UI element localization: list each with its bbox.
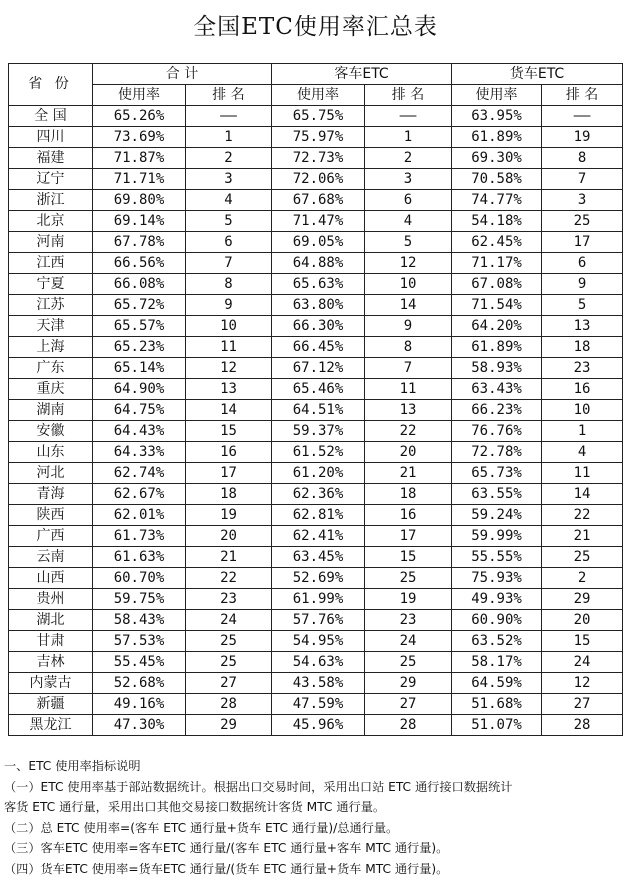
table-row (9, 505, 623, 526)
cell-passenger-rate: 72.06% (272, 169, 365, 190)
cell-province: 河北 (9, 463, 93, 484)
cell-passenger-rank: 23 (365, 610, 452, 631)
cell-truck-rate: 58.17% (452, 652, 542, 673)
cell-total-rate: 64.90% (93, 379, 186, 400)
cell-passenger-rate: 64.51% (272, 400, 365, 421)
cell-passenger-rate: 57.76% (272, 610, 365, 631)
cell-total-rate: 61.63% (93, 547, 186, 568)
cell-passenger-rank: 16 (365, 505, 452, 526)
cell-passenger-rate: 72.73% (272, 148, 365, 169)
table-row (9, 610, 623, 631)
header-group-truck: 货车ETC (452, 64, 623, 85)
cell-truck-rate: 63.95% (452, 106, 542, 127)
cell-truck-rate: 72.78% (452, 442, 542, 463)
cell-passenger-rank: 7 (365, 358, 452, 379)
cell-total-rank: 8 (186, 274, 272, 295)
header-passenger-rank: 排 名 (365, 85, 452, 106)
cell-province: 山西 (9, 568, 93, 589)
cell-truck-rate: 64.59% (452, 673, 542, 694)
cell-total-rank: 12 (186, 358, 272, 379)
cell-truck-rank: 13 (542, 316, 623, 337)
header-province: 省 份 (9, 64, 93, 106)
cell-total-rank: 11 (186, 337, 272, 358)
cell-passenger-rank: 3 (365, 169, 452, 190)
table-row (9, 526, 623, 547)
cell-passenger-rate: 66.30% (272, 316, 365, 337)
cell-province: 云南 (9, 547, 93, 568)
cell-passenger-rank: 6 (365, 190, 452, 211)
table-row (9, 169, 623, 190)
cell-truck-rate: 60.90% (452, 610, 542, 631)
cell-truck-rate: 54.18% (452, 211, 542, 232)
cell-truck-rate: 70.58% (452, 169, 542, 190)
cell-total-rank: 1 (186, 127, 272, 148)
table-row (9, 337, 623, 358)
header-total-rate: 使用率 (93, 85, 186, 106)
cell-province: 广东 (9, 358, 93, 379)
header-group-passenger: 客车ETC (272, 64, 452, 85)
cell-truck-rate: 58.93% (452, 358, 542, 379)
cell-total-rank: 17 (186, 463, 272, 484)
cell-total-rank: 22 (186, 568, 272, 589)
cell-total-rate: 66.08% (93, 274, 186, 295)
cell-passenger-rank: 25 (365, 568, 452, 589)
cell-truck-rank: 16 (542, 379, 623, 400)
cell-passenger-rate: 47.59% (272, 694, 365, 715)
cell-total-rank: 7 (186, 253, 272, 274)
header-total-rank: 排 名 (186, 85, 272, 106)
table-row (9, 127, 623, 148)
cell-truck-rate: 62.45% (452, 232, 542, 253)
cell-total-rate: 71.71% (93, 169, 186, 190)
table-row (9, 568, 623, 589)
table-row (9, 589, 623, 610)
cell-passenger-rank: 22 (365, 421, 452, 442)
cell-truck-rate: 49.93% (452, 589, 542, 610)
cell-total-rate: 64.43% (93, 421, 186, 442)
cell-passenger-rank: 15 (365, 547, 452, 568)
cell-passenger-rank: 27 (365, 694, 452, 715)
table-row (9, 253, 623, 274)
cell-province: 河南 (9, 232, 93, 253)
cell-truck-rate: 66.23% (452, 400, 542, 421)
cell-passenger-rank: 10 (365, 274, 452, 295)
cell-truck-rank: 6 (542, 253, 623, 274)
table-row (9, 652, 623, 673)
cell-truck-rank: 28 (542, 715, 623, 736)
header-truck-rank: 排 名 (542, 85, 623, 106)
cell-province: 陕西 (9, 505, 93, 526)
table-row (9, 379, 623, 400)
cell-total-rate: 57.53% (93, 631, 186, 652)
cell-total-rate: 60.70% (93, 568, 186, 589)
cell-truck-rank: 27 (542, 694, 623, 715)
note-line: 客货 ETC 通行量，采用出口其他交易接口数据统计客货 MTC 通行量。 (4, 800, 386, 814)
cell-truck-rank: 3 (542, 190, 623, 211)
cell-truck-rate: 71.54% (452, 295, 542, 316)
cell-truck-rank: 4 (542, 442, 623, 463)
table-row (9, 316, 623, 337)
cell-passenger-rate: 69.05% (272, 232, 365, 253)
cell-province: 宁夏 (9, 274, 93, 295)
table-row (9, 190, 623, 211)
note-line: 一、ETC 使用率指标说明 (4, 759, 141, 773)
table-row (9, 148, 623, 169)
cell-total-rank: —— (186, 106, 272, 127)
table-row (9, 673, 623, 694)
cell-province: 四川 (9, 127, 93, 148)
cell-truck-rank: 8 (542, 148, 623, 169)
cell-province: 山东 (9, 442, 93, 463)
cell-passenger-rank: 14 (365, 295, 452, 316)
cell-passenger-rank: 17 (365, 526, 452, 547)
cell-province: 上海 (9, 337, 93, 358)
cell-passenger-rate: 67.68% (272, 190, 365, 211)
cell-passenger-rank: 18 (365, 484, 452, 505)
cell-province: 甘肃 (9, 631, 93, 652)
cell-truck-rank: 15 (542, 631, 623, 652)
cell-total-rate: 69.14% (93, 211, 186, 232)
cell-truck-rate: 69.30% (452, 148, 542, 169)
cell-total-rate: 65.72% (93, 295, 186, 316)
cell-total-rate: 59.75% (93, 589, 186, 610)
table-row (9, 400, 623, 421)
cell-passenger-rank: 29 (365, 673, 452, 694)
cell-total-rank: 21 (186, 547, 272, 568)
cell-province: 天津 (9, 316, 93, 337)
cell-total-rate: 71.87% (93, 148, 186, 169)
table-row (9, 274, 623, 295)
cell-province: 江西 (9, 253, 93, 274)
cell-truck-rank: 20 (542, 610, 623, 631)
cell-truck-rank: 11 (542, 463, 623, 484)
cell-truck-rank: 18 (542, 337, 623, 358)
cell-total-rate: 64.33% (93, 442, 186, 463)
cell-truck-rate: 74.77% (452, 190, 542, 211)
header-passenger-rate: 使用率 (272, 85, 365, 106)
cell-total-rate: 73.69% (93, 127, 186, 148)
cell-truck-rank: 10 (542, 400, 623, 421)
cell-total-rank: 25 (186, 631, 272, 652)
cell-total-rank: 28 (186, 694, 272, 715)
cell-total-rank: 13 (186, 379, 272, 400)
cell-total-rank: 18 (186, 484, 272, 505)
cell-province: 全 国 (9, 106, 93, 127)
cell-province: 内蒙古 (9, 673, 93, 694)
cell-truck-rank: 12 (542, 673, 623, 694)
cell-passenger-rate: 65.46% (272, 379, 365, 400)
cell-province: 辽宁 (9, 169, 93, 190)
etc-usage-table (8, 63, 623, 736)
cell-total-rate: 64.75% (93, 400, 186, 421)
cell-truck-rank: 22 (542, 505, 623, 526)
cell-truck-rank: 25 (542, 547, 623, 568)
note-line: （一）ETC 使用率基于部站数据统计。根据出口交易时间，采用出口站 ETC 通行接口数据统计 (4, 779, 513, 794)
cell-passenger-rate: 66.45% (272, 337, 365, 358)
cell-total-rate: 65.23% (93, 337, 186, 358)
cell-truck-rate: 59.99% (452, 526, 542, 547)
table-row (9, 547, 623, 568)
cell-total-rank: 25 (186, 652, 272, 673)
cell-total-rank: 14 (186, 400, 272, 421)
cell-truck-rate: 76.76% (452, 421, 542, 442)
cell-truck-rank: 24 (542, 652, 623, 673)
cell-passenger-rank: 12 (365, 253, 452, 274)
table-row (9, 421, 623, 442)
cell-total-rate: 62.74% (93, 463, 186, 484)
cell-province: 北京 (9, 211, 93, 232)
cell-passenger-rate: 65.75% (272, 106, 365, 127)
table-row (9, 295, 623, 316)
table-row (9, 442, 623, 463)
cell-truck-rate: 61.89% (452, 127, 542, 148)
cell-passenger-rank: 19 (365, 589, 452, 610)
cell-passenger-rank: 2 (365, 148, 452, 169)
cell-passenger-rank: 8 (365, 337, 452, 358)
cell-truck-rate: 51.07% (452, 715, 542, 736)
cell-total-rate: 58.43% (93, 610, 186, 631)
cell-passenger-rate: 61.20% (272, 463, 365, 484)
cell-passenger-rate: 65.63% (272, 274, 365, 295)
notes-section (4, 756, 630, 879)
cell-total-rank: 3 (186, 169, 272, 190)
cell-passenger-rate: 43.58% (272, 673, 365, 694)
cell-total-rank: 6 (186, 232, 272, 253)
cell-province: 吉林 (9, 652, 93, 673)
cell-truck-rank: 9 (542, 274, 623, 295)
cell-passenger-rate: 62.36% (272, 484, 365, 505)
cell-province: 贵州 (9, 589, 93, 610)
cell-passenger-rate: 64.88% (272, 253, 365, 274)
cell-passenger-rank: 24 (365, 631, 452, 652)
cell-province: 黑龙江 (9, 715, 93, 736)
cell-truck-rate: 51.68% (452, 694, 542, 715)
cell-total-rank: 2 (186, 148, 272, 169)
cell-province: 湖北 (9, 610, 93, 631)
cell-total-rate: 52.68% (93, 673, 186, 694)
table-row (9, 358, 623, 379)
cell-passenger-rank: 1 (365, 127, 452, 148)
note-line: （三）客车ETC 使用率=客车ETC 通行量/(客车 ETC 通行量+客车 MTC 通行量)。 (4, 841, 449, 855)
cell-total-rate: 66.56% (93, 253, 186, 274)
cell-total-rate: 67.78% (93, 232, 186, 253)
table-row (9, 484, 623, 505)
cell-truck-rank: 5 (542, 295, 623, 316)
cell-truck-rate: 59.24% (452, 505, 542, 526)
cell-total-rate: 55.45% (93, 652, 186, 673)
cell-passenger-rate: 45.96% (272, 715, 365, 736)
cell-total-rate: 65.57% (93, 316, 186, 337)
cell-truck-rank: —— (542, 106, 623, 127)
cell-province: 广西 (9, 526, 93, 547)
cell-passenger-rank: 25 (365, 652, 452, 673)
header-group-total: 合 计 (93, 64, 272, 85)
note-line: （二）总 ETC 使用率=(客车 ETC 通行量+货车 ETC 通行量)/总通行量。 (4, 820, 399, 835)
cell-passenger-rate: 54.63% (272, 652, 365, 673)
cell-province: 浙江 (9, 190, 93, 211)
cell-passenger-rank: 13 (365, 400, 452, 421)
cell-truck-rate: 63.43% (452, 379, 542, 400)
cell-total-rank: 15 (186, 421, 272, 442)
cell-total-rank: 27 (186, 673, 272, 694)
cell-truck-rank: 14 (542, 484, 623, 505)
cell-total-rate: 47.30% (93, 715, 186, 736)
cell-province: 福建 (9, 148, 93, 169)
cell-passenger-rate: 61.52% (272, 442, 365, 463)
cell-passenger-rate: 52.69% (272, 568, 365, 589)
cell-total-rate: 65.26% (93, 106, 186, 127)
cell-passenger-rank: 20 (365, 442, 452, 463)
cell-province: 江苏 (9, 295, 93, 316)
table-row (9, 694, 623, 715)
cell-total-rate: 62.01% (93, 505, 186, 526)
cell-truck-rate: 61.89% (452, 337, 542, 358)
cell-total-rate: 62.67% (93, 484, 186, 505)
cell-passenger-rank: —— (365, 106, 452, 127)
cell-truck-rank: 19 (542, 127, 623, 148)
cell-total-rank: 20 (186, 526, 272, 547)
cell-truck-rate: 75.93% (452, 568, 542, 589)
cell-truck-rank: 29 (542, 589, 623, 610)
table-row (9, 106, 623, 127)
cell-passenger-rate: 62.81% (272, 505, 365, 526)
cell-truck-rank: 2 (542, 568, 623, 589)
cell-passenger-rate: 61.99% (272, 589, 365, 610)
table-row (9, 715, 623, 736)
cell-passenger-rate: 54.95% (272, 631, 365, 652)
cell-province: 湖南 (9, 400, 93, 421)
cell-truck-rate: 71.17% (452, 253, 542, 274)
table-row (9, 463, 623, 484)
cell-total-rate: 69.80% (93, 190, 186, 211)
cell-truck-rank: 17 (542, 232, 623, 253)
cell-passenger-rate: 62.41% (272, 526, 365, 547)
cell-truck-rank: 25 (542, 211, 623, 232)
cell-truck-rate: 67.08% (452, 274, 542, 295)
cell-total-rank: 10 (186, 316, 272, 337)
cell-province: 新疆 (9, 694, 93, 715)
cell-province: 重庆 (9, 379, 93, 400)
note-line: （四）货车ETC 使用率=货车ETC 通行量/(货车 ETC 通行量+货车 MTC 通行量)。 (4, 861, 449, 876)
cell-truck-rate: 65.73% (452, 463, 542, 484)
cell-passenger-rate: 67.12% (272, 358, 365, 379)
cell-passenger-rate: 71.47% (272, 211, 365, 232)
cell-passenger-rank: 28 (365, 715, 452, 736)
header-row-sub (9, 85, 623, 106)
cell-passenger-rank: 21 (365, 463, 452, 484)
table-row (9, 232, 623, 253)
cell-truck-rank: 7 (542, 169, 623, 190)
header-truck-rate: 使用率 (452, 85, 542, 106)
cell-province: 青海 (9, 484, 93, 505)
table-row (9, 631, 623, 652)
cell-total-rank: 9 (186, 295, 272, 316)
cell-truck-rate: 63.52% (452, 631, 542, 652)
cell-total-rank: 29 (186, 715, 272, 736)
cell-truck-rate: 64.20% (452, 316, 542, 337)
cell-total-rate: 65.14% (93, 358, 186, 379)
cell-total-rank: 19 (186, 505, 272, 526)
cell-passenger-rank: 5 (365, 232, 452, 253)
cell-total-rate: 61.73% (93, 526, 186, 547)
cell-truck-rate: 55.55% (452, 547, 542, 568)
table-body (9, 106, 623, 736)
header-row-groups (9, 64, 623, 85)
cell-passenger-rank: 4 (365, 211, 452, 232)
cell-total-rank: 24 (186, 610, 272, 631)
cell-passenger-rank: 11 (365, 379, 452, 400)
cell-total-rank: 23 (186, 589, 272, 610)
cell-total-rate: 49.16% (93, 694, 186, 715)
cell-total-rank: 16 (186, 442, 272, 463)
cell-truck-rank: 23 (542, 358, 623, 379)
cell-passenger-rate: 59.37% (272, 421, 365, 442)
cell-truck-rank: 21 (542, 526, 623, 547)
cell-truck-rate: 63.55% (452, 484, 542, 505)
page-title: 全国ETC使用率汇总表 (193, 14, 438, 40)
cell-passenger-rate: 63.80% (272, 295, 365, 316)
cell-passenger-rank: 9 (365, 316, 452, 337)
table-row (9, 211, 623, 232)
cell-passenger-rate: 75.97% (272, 127, 365, 148)
cell-total-rank: 5 (186, 211, 272, 232)
cell-passenger-rate: 63.45% (272, 547, 365, 568)
cell-truck-rank: 1 (542, 421, 623, 442)
cell-province: 安徽 (9, 421, 93, 442)
cell-total-rank: 4 (186, 190, 272, 211)
